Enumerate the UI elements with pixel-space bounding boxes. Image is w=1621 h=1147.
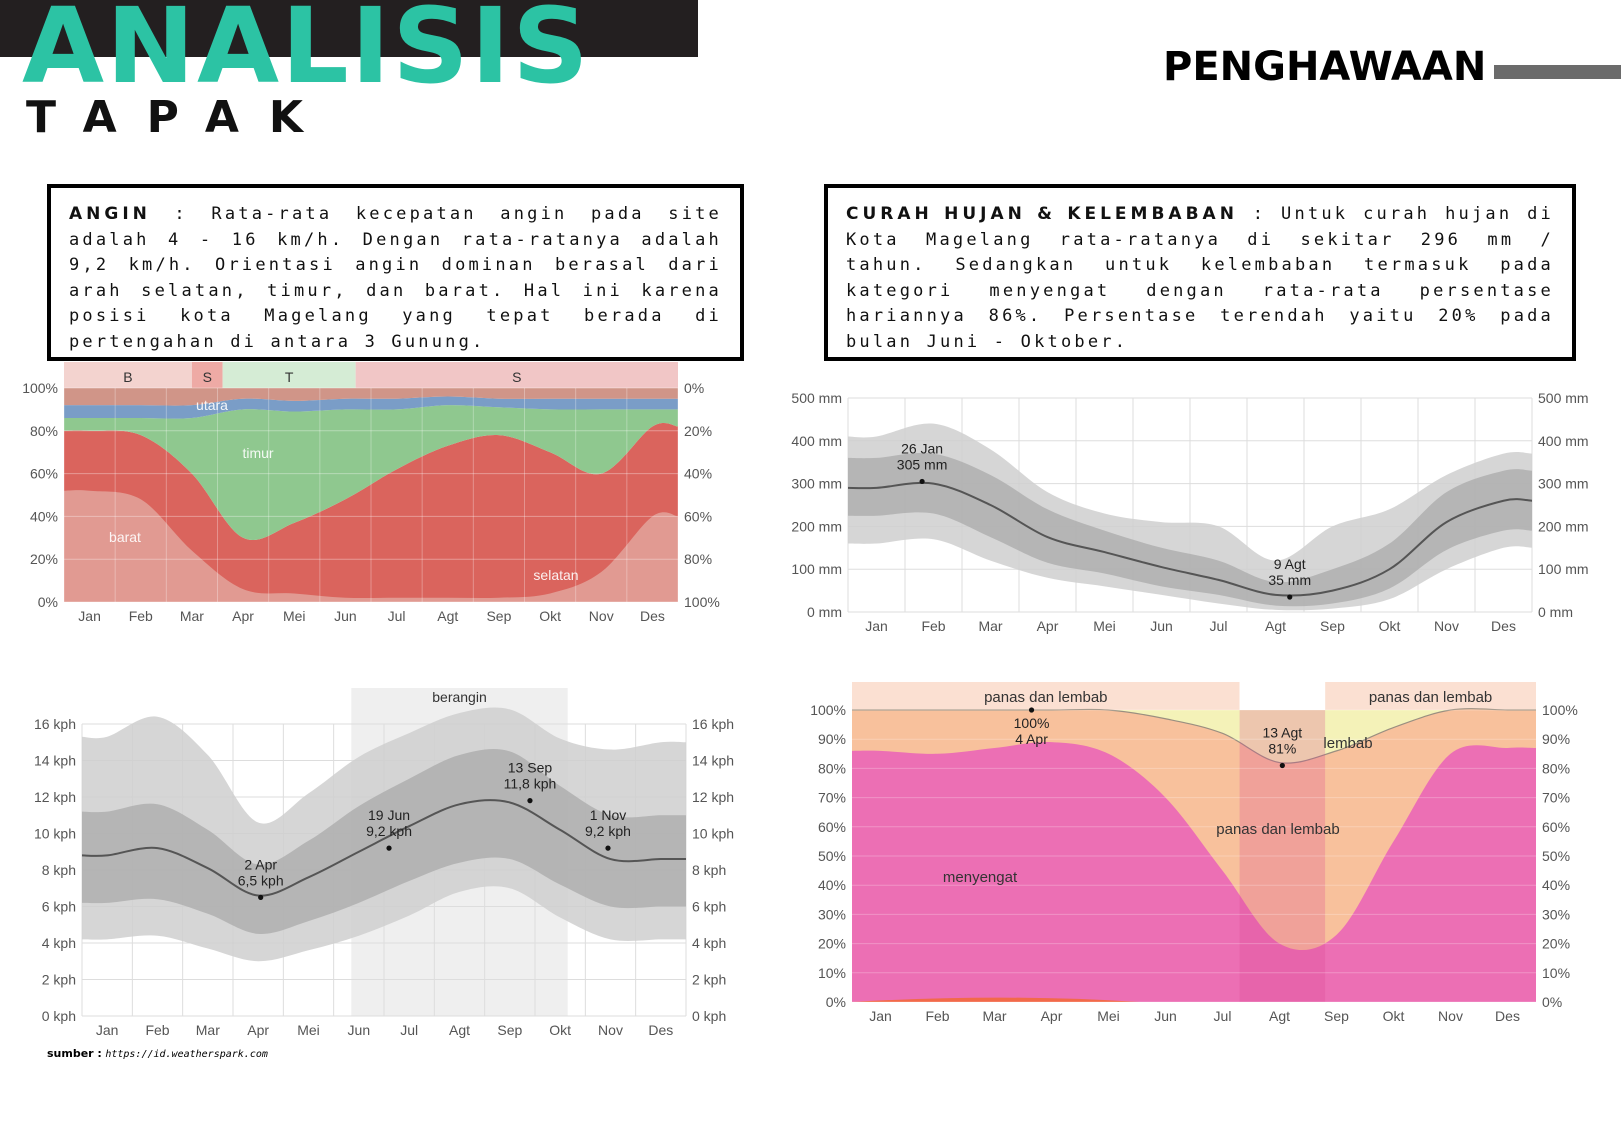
x-tick-label: Agt [1264, 618, 1287, 634]
y-tick-label: 80% [684, 551, 713, 568]
rain-text-box [824, 184, 1576, 361]
annotation-point [1287, 594, 1292, 599]
annotation-value: 9,2 kph [585, 823, 631, 840]
rainfall-chart [790, 376, 1589, 642]
y-tick-label: 60% [817, 818, 846, 835]
section-accent-bar [1494, 65, 1621, 79]
page-subtitle: TAPAK [26, 92, 334, 143]
wind-direction-region-label: utara [196, 397, 228, 413]
x-tick-label: Nov [598, 1022, 623, 1038]
x-tick-label: Sep [486, 608, 512, 624]
x-tick-label: Feb [921, 618, 946, 634]
y-tick-label: 70% [1542, 789, 1571, 806]
x-tick-label: Jul [1213, 1008, 1232, 1024]
y-tick-label: 50% [817, 848, 846, 864]
x-tick-label: Apr [1036, 618, 1059, 634]
y-tick-label: 20% [684, 422, 713, 439]
wind-speed-chart [10, 672, 750, 1042]
y-tick-label: 20% [1542, 935, 1571, 952]
y-tick-label: 500 mm [1538, 390, 1589, 406]
y-tick-label: 6 kph [41, 898, 76, 915]
x-tick-label: Jan [95, 1022, 119, 1038]
annotation-point [527, 798, 532, 803]
x-tick-label: Feb [925, 1008, 950, 1024]
x-tick-label: Agt [1268, 1008, 1291, 1024]
x-tick-label: Jun [334, 608, 357, 624]
shaded-season-label: berangin [432, 689, 487, 705]
x-tick-label: Mei [1097, 1008, 1120, 1024]
y-tick-label: 20% [817, 935, 846, 952]
y-tick-label: 16 kph [692, 716, 735, 732]
y-tick-label: 4 kph [41, 935, 76, 951]
y-tick-label: 8 kph [41, 862, 76, 878]
x-tick-label: Des [1491, 618, 1516, 634]
x-tick-label: Mei [297, 1022, 320, 1038]
source-url: https://id.weatherspark.com [105, 1049, 268, 1060]
wind-direction-region-label: selatan [533, 567, 579, 583]
y-tick-label: 80% [817, 760, 846, 777]
x-tick-label: Apr [232, 608, 254, 624]
y-tick-label: 100% [810, 702, 846, 718]
y-tick-label: 40% [1542, 877, 1571, 894]
y-tick-label: 0% [37, 594, 58, 610]
x-tick-label: Okt [539, 608, 561, 624]
x-tick-label: Mar [195, 1022, 220, 1038]
category-band-label: panas dan lembab [984, 689, 1108, 706]
annotation-value: 305 mm [896, 456, 948, 473]
x-tick-label: Nov [588, 608, 614, 624]
annotation-label: 26 Jan [901, 440, 944, 457]
y-tick-label: 300 mm [1538, 475, 1589, 492]
x-tick-label: Jan [78, 608, 101, 624]
x-tick-label: Sep [1324, 1008, 1349, 1024]
source-note [47, 1047, 268, 1060]
y-tick-label: 2 kph [692, 971, 727, 988]
x-tick-label: Feb [128, 608, 153, 624]
y-tick-label: 30% [817, 906, 846, 923]
y-tick-label: 0 kph [41, 1008, 76, 1024]
y-tick-label: 16 kph [33, 716, 76, 732]
y-tick-label: 200 mm [791, 518, 842, 535]
annotation-point [1280, 763, 1285, 768]
annotation-label: 13 Sep [507, 759, 553, 776]
annotation-value: 81% [1268, 740, 1297, 757]
y-tick-label: 100 mm [1538, 561, 1589, 578]
y-tick-label: 40% [29, 508, 58, 525]
x-tick-label: Agt [437, 608, 459, 624]
y-tick-label: 80% [29, 422, 58, 439]
source-label: sumber : [47, 1047, 102, 1060]
y-tick-label: 14 kph [33, 752, 76, 769]
x-tick-label: Nov [1438, 1008, 1463, 1024]
direction-band-label: S [512, 369, 522, 385]
y-tick-label: 200 mm [1538, 518, 1589, 535]
rain-text-label: CURAH HUJAN & KELEMBABAN [846, 204, 1238, 224]
x-tick-label: Sep [1320, 618, 1345, 634]
x-tick-label: Mar [982, 1008, 1007, 1024]
y-tick-label: 10 kph [33, 825, 76, 842]
x-tick-label: Jul [387, 608, 406, 624]
x-tick-label: Mei [1093, 618, 1116, 634]
y-tick-label: 2 kph [41, 971, 76, 988]
annotation-label: 2 Apr [244, 856, 278, 873]
x-tick-label: Des [648, 1022, 674, 1038]
x-tick-label: Jan [865, 618, 888, 634]
humidity-chart [790, 672, 1580, 1042]
y-tick-label: 60% [684, 508, 713, 525]
y-tick-label: 0% [1542, 994, 1563, 1010]
wind-text-label: ANGIN [69, 204, 151, 224]
y-tick-label: 60% [1542, 818, 1571, 835]
x-tick-label: Mar [978, 618, 1003, 634]
annotation-point [605, 846, 610, 851]
annotation-value: 4 Apr [1015, 731, 1048, 747]
y-tick-label: 20% [29, 551, 58, 568]
y-tick-label: 40% [684, 465, 713, 482]
y-tick-label: 10 kph [692, 825, 735, 842]
direction-band-label: B [123, 369, 133, 385]
y-tick-label: 4 kph [692, 935, 727, 951]
y-tick-label: 40% [817, 877, 846, 894]
x-tick-label: Okt [549, 1022, 572, 1038]
x-tick-label: Jul [1209, 618, 1228, 634]
x-tick-label: Mar [179, 608, 204, 624]
annotation-point [920, 479, 925, 484]
y-tick-label: 100% [22, 380, 58, 396]
annotation-label: 19 Jun [368, 807, 411, 824]
annotation-value: 9,2 kph [366, 823, 413, 840]
wind-direction-chart [10, 368, 750, 648]
y-tick-label: 10% [817, 964, 846, 981]
y-tick-label: 400 mm [791, 432, 842, 449]
y-tick-label: 0 kph [692, 1008, 727, 1024]
y-tick-label: 0% [684, 380, 705, 396]
y-tick-label: 70% [817, 789, 846, 806]
rain-text-body: : Untuk curah hujan di Kota Magelang rata-ratanya di sekitar 296 mm / tahun. Sedangkan untuk kelembaban termasuk pada kategori menyengat dengan rata-rata persentase hariannya 86%. Persentase terendah yaitu 20% pada bulan Juni - Oktober. [846, 204, 1554, 352]
x-tick-label: Mei [282, 608, 306, 624]
direction-band-label: T [284, 369, 294, 385]
y-tick-label: 100 mm [791, 561, 842, 578]
y-tick-label: 30% [1542, 906, 1571, 923]
section-title: PENGHAWAAN [1163, 44, 1487, 90]
y-tick-label: 50% [1542, 848, 1571, 864]
y-tick-label: 90% [1542, 731, 1571, 748]
annotation-point [1029, 707, 1034, 712]
y-tick-label: 400 mm [1538, 432, 1589, 449]
x-tick-label: Jun [1154, 1008, 1177, 1024]
y-tick-label: 10% [1542, 964, 1571, 981]
y-tick-label: 0% [825, 994, 846, 1010]
direction-band-label: S [202, 369, 212, 385]
y-tick-label: 80% [1542, 760, 1571, 777]
category-band-gap [1240, 682, 1326, 710]
x-tick-label: Okt [1378, 618, 1401, 634]
x-tick-label: Jan [869, 1008, 892, 1024]
x-tick-label: Jun [1150, 618, 1173, 634]
annotation-value: 6,5 kph [237, 872, 284, 889]
x-tick-label: Jun [347, 1022, 371, 1038]
x-tick-label: Apr [1040, 1008, 1063, 1024]
page-title: ANALISIS [22, 0, 591, 107]
x-tick-label: Agt [448, 1022, 471, 1038]
x-tick-label: Sep [497, 1022, 523, 1038]
annotation-point [258, 895, 263, 900]
annotation-value: 35 mm [1268, 572, 1312, 589]
annotation-label: 1 Nov [589, 807, 627, 824]
y-tick-label: 12 kph [33, 789, 76, 805]
wind-text-body: : Rata-rata kecepatan angin pada site adalah 4 - 16 km/h. Dengan rata-ratanya adalah 9,2 km/h. Orientasi angin dominan berasal dari arah selatan, timur, dan barat. Hal ini karena posisi kota Magelang yang tepat berada di pertengahan di antara 3 Gunung. [69, 204, 722, 352]
y-tick-label: 8 kph [692, 862, 727, 878]
wind-direction-region-label: barat [109, 529, 141, 545]
wind-direction-region-label: timur [242, 445, 274, 461]
humidity-region-label: lembab [1323, 735, 1373, 752]
humidity-region-label: panas dan lembab [1216, 821, 1340, 838]
y-tick-label: 0 mm [1538, 604, 1573, 620]
x-tick-label: Feb [145, 1022, 170, 1038]
x-tick-label: Des [639, 608, 665, 624]
y-tick-label: 300 mm [791, 475, 842, 492]
y-tick-label: 100% [1542, 702, 1578, 718]
x-tick-label: Jul [400, 1022, 419, 1038]
y-tick-label: 90% [817, 731, 846, 748]
wind-text-box [47, 184, 744, 361]
annotation-value: 11,8 kph [503, 775, 557, 792]
y-tick-label: 0 mm [807, 604, 842, 620]
x-tick-label: Nov [1434, 618, 1459, 634]
annotation-label: 13 Agt [1262, 724, 1303, 741]
x-tick-label: Apr [247, 1022, 270, 1038]
y-tick-label: 14 kph [692, 752, 735, 769]
annotation-point [386, 846, 391, 851]
y-tick-label: 6 kph [692, 898, 727, 915]
x-tick-label: Okt [1382, 1008, 1405, 1024]
y-tick-label: 60% [29, 465, 58, 482]
y-tick-label: 100% [684, 594, 720, 610]
annotation-label: 9 Agt [1273, 556, 1306, 573]
humidity-region-label: menyengat [942, 869, 1018, 886]
x-tick-label: Des [1495, 1008, 1520, 1024]
y-tick-label: 12 kph [692, 789, 735, 805]
category-band-label: panas dan lembab [1368, 689, 1493, 706]
annotation-label: 100% [1013, 715, 1050, 731]
y-tick-label: 500 mm [791, 390, 842, 406]
